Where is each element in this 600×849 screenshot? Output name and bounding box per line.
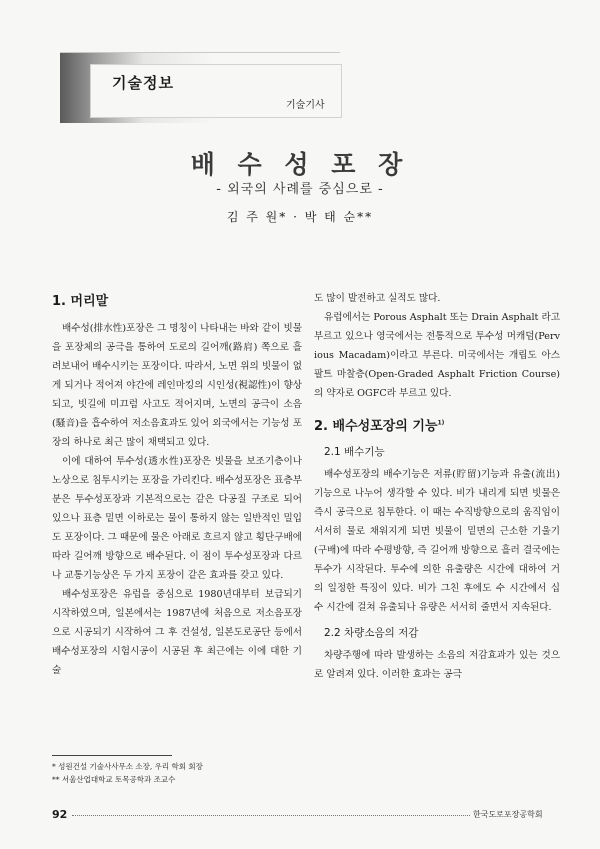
left-column [52, 290, 302, 680]
footnote-2: ** 서울산업대학교 토목공학과 조교수 [52, 775, 176, 784]
paragraph: 유럽에서는 Porous Asphalt 또는 Drain Asphalt 라고 부르고 있으나 영국에서는 전통적으로 투수성 머캐덤(Pervious Macadam)이라고 부른다. 미국에서는 개립도 아스팔트 마찰층(Open-Graded Asphalt Friction Course)의 약자로 OGFC라 부르고 있다. [314, 312, 560, 399]
footnote-divider [52, 755, 172, 756]
subsection-2-2-heading: 2.2 차량소음의 저감 [324, 627, 419, 639]
paragraph: 이에 대하여 투수성(透水性)포장은 빗물을 보조기층이나 노상으로 침투시키는 포장을 가리킨다. 배수성포장은 표층부분은 투수성포장과 기본적으로는 같은 다공질 구조로 되어 있으나 표층 밑면 이하로는 물이 통하지 않는 일반적인 밀입도 포장이다. 그 때문에 물은 아래로 흐르지 않고 횡단구배에 따라 길어깨 방향으로 배수된다. 이 점이 투수성포장과 다르나 교통기능상은 두 가지 포장이 같은 효과를 갖고 있다. [52, 456, 302, 581]
paragraph: 도 많이 발전하고 실적도 많다. [314, 293, 441, 304]
paragraph: 배수성포장의 배수기능은 저류(貯留)기능과 유출(流出)기능으로 나누어 생각할 수 있다. 비가 내리게 되면 빗물은 즉시 공극으로 침투한다. 이 때는 수직방향으로의 움직임이 서서히 물로 채워지게 되면 빗물이 밑면의 근소한 기울기(구배)에 따라 수평방향, 즉 길어깨 방향으로 흘러 결국에는 투수가 시작된다. 투수에 의한 유출량은 시간에 대하여 거의 일정한 특징이 있다. 비가 그친 후에도 수 시간에서 십 수 시간에 걸쳐 유출되나 유량은 서서히 줄면서 지속된다. [314, 469, 560, 613]
subsection-2-1-heading: 2.1 배수기능 [324, 446, 385, 458]
section-2-heading [314, 415, 560, 434]
footnote-1: * 성원건설 기술사사무소 소장, 우리 학회 회장 [52, 762, 203, 771]
article-title: 배 수 성 포 장 [190, 150, 410, 179]
journal-name: 한국도로포장공학회 [473, 810, 543, 819]
footer-dotted-rule [72, 815, 470, 816]
subcategory-label: 기술기사 [286, 100, 325, 111]
article-subtitle: - 외국의 사례를 중심으로 - [216, 182, 384, 197]
right-column [314, 289, 560, 684]
article-authors: 김 주 원* · 박 태 순** [226, 210, 374, 224]
footnote-ref: 1) [437, 419, 445, 427]
section-2-heading-text: 2. 배수성포장의 기능 [314, 419, 438, 434]
category-label: 기술정보 [112, 74, 174, 92]
page-number: 92 [52, 808, 68, 821]
paragraph: 차량주행에 따라 발생하는 소음의 저감효과가 있는 것으로 알려져 있다. 이러한 효과는 공극 [314, 650, 560, 680]
paragraph: 배수성포장은 유럽을 중심으로 1980년대부터 보급되기 시작하였으며, 일본에서는 1987년에 처음으로 저소음포장으로 시공되기 시작하여 그 후 건설성, 일본도로공단 등에서 배수성포장의 시험시공이 시공된 후 최근에는 이에 대한 기술 [52, 589, 302, 676]
section-1-heading: 1. 머리말 [52, 294, 109, 309]
footnotes [52, 760, 302, 786]
paragraph: 배수성(排水性)포장은 그 명칭이 나타내는 바와 같이 빗물을 포장체의 공극을 통하여 도로의 길어깨(路肩) 쪽으로 흘려보내어 배수시키는 포장이다. 따라서, 노면 위의 빗물이 없게 되거나 적어져 야간에 레인마킹의 시인성(視認性)이 향상되고, 빗길에 미끄럼 사고도 적어지며, 노면의 공극이 소음(騷音)을 흡수하여 저소음효과도 있어 외국에서는 기능성 포장의 하나로 최근 많이 채택되고 있다. [52, 323, 302, 448]
